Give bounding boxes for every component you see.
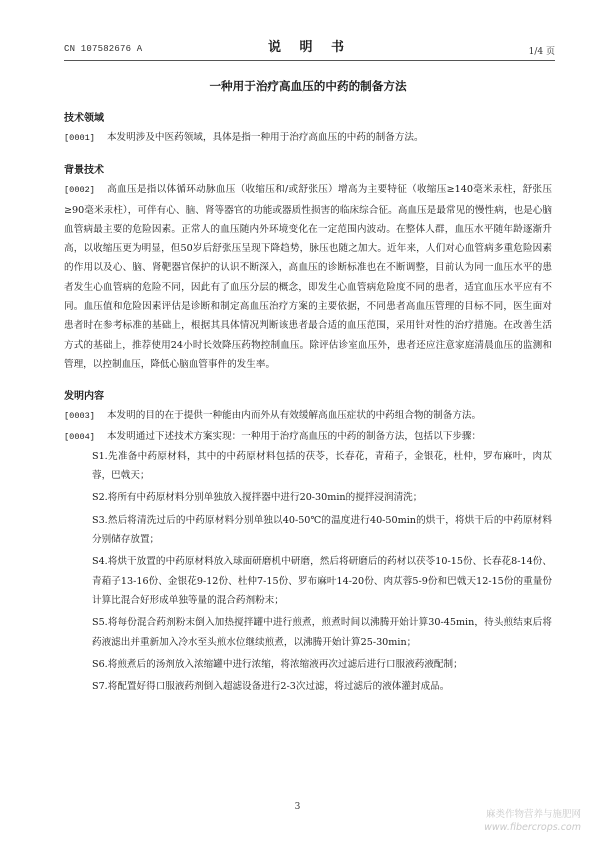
step-s6: S6.将煎煮后的汤剂放入浓缩罐中进行浓缩，将浓缩液再次过滤后进行口服液药液配制； — [92, 658, 463, 670]
watermark-url: www.fibercrops.com — [484, 822, 581, 833]
step-s1: S1.先准备中药原材料，其中的中药原材料包括的茯苓，长春花，青葙子，金银花，杜仲，罗布麻叶，肉苁蓉，巴戟天； — [92, 450, 552, 482]
section-heading-technical-field: 技术领域 — [64, 113, 104, 124]
page-indicator: 1/4 页 — [528, 47, 555, 57]
paragraph-text: 本发明涉及中医药领域，具体是指一种用于治疗高血压的中药的制备方法。 — [106, 132, 424, 143]
paragraph-0001 — [64, 128, 552, 148]
paragraph-0004 — [64, 427, 552, 447]
step-s5: S5.将每份混合药剂粉末倒入加热搅拌罐中进行煎煮，煎煮时间以沸腾开始计算30-45min，待头煎结束后将药液滤出并重新加入冷水至头煎水位继续煎煮，以沸腾开始计算25-30min； — [92, 617, 552, 648]
watermark-site-name: 麻类作物营养与施肥网 — [485, 809, 581, 820]
page-number: 3 — [294, 802, 301, 812]
section-heading-summary: 发明内容 — [64, 391, 104, 403]
paragraph-text: 本发明通过下述技术方案实现：一种用于治疗高血压的中药的制备方法，包括以下步骤： — [106, 430, 482, 442]
step-s2: S2.将所有中药原材料分别单独放入搅拌器中进行20-30min的搅拌浸润清洗； — [92, 492, 423, 504]
section-title: 说 明 书 — [267, 40, 352, 55]
document-body — [64, 78, 552, 696]
document-title: 一种用于治疗高血压的中药的制备方法 — [209, 79, 407, 93]
paragraph-number: [0003] — [64, 411, 95, 422]
paragraph-text: 本发明的目的在于提供一种能由内而外从有效缓解高血压症状的中药组合物的制备方法。 — [106, 410, 482, 422]
paragraph-number: [0002] — [64, 185, 95, 196]
step-s4: S4.将烘干放置的中药原材料放入球面研磨机中研磨，然后将研磨后的药材以茯苓10-15份、长春花8-14份、青葙子13-16份、金银花9-12份、杜仲7-15份、罗布麻叶14-20份、肉苁蓉5-9份和巴戟天12-15份的重量份计算比混合好形成单独等量的混合药剂粉末； — [92, 556, 552, 606]
paragraph-number: [0001] — [64, 133, 95, 143]
step-s3: S3.然后将清洗过后的中药原材料分别单独以40-50℃的温度进行40-50min的烘干，将烘干后的中药原材料分别储存放置； — [92, 514, 552, 546]
paragraph-0002 — [64, 180, 552, 374]
paragraph-number: [0004] — [64, 431, 95, 442]
step-s7: S7.将配置好得口服液药剂倒入超滤设备进行2-3次过滤，将过滤后的液体灌封成品。 — [92, 681, 450, 693]
site-watermark — [484, 808, 581, 834]
publication-number: CN 107582676 A — [64, 44, 143, 54]
paragraph-text: 高血压是指以体循环动脉血压（收缩压和/或舒张压）增高为主要特征（收缩压≥140毫米汞柱，舒张压≥90毫米汞柱），可伴有心、脑、肾等器官的功能或器质性损害的临床综合征。高血压是最常见的慢性病，也是心脑血管病最主要的危险因素。正常人的血压随内外环境变化在一定范围内波动。在整体人群，血压水平随年龄逐渐升高，以收缩压更为明显，但50岁后舒张压呈现下降趋势，脉压也随之加大。近年来，人们对心血管病多重危险因素的作用以及心、脑、肾靶器官保护的认识不断深入，高血压的诊断标准也在不断调整，目前认为同一血压水平的患者发生心血管病的危险不同，因此有了血压分层的概念，即发生心血管病危险度不同的患者，适宜血压水平应有不同。血压值和危险因素评估是诊断和制定高血压治疗方案的主要依据，不同患者高血压管理的目标不同，医生面对患者时在参考标准的基础上，根据其具体情况判断该患者最合适的血压范围，采用针对性的治疗措施。在改善生活方式的基础上，推荐使用24小时长效降压药物控制血压。除评估诊室血压外，患者还应注意家庭清晨血压的监测和管理，以控制血压，降低心脑血管事件的发生率。 — [64, 184, 552, 370]
page-header — [64, 36, 555, 62]
header-divider — [64, 60, 555, 61]
section-heading-background: 背景技术 — [64, 165, 104, 177]
paragraph-0003 — [64, 406, 552, 426]
